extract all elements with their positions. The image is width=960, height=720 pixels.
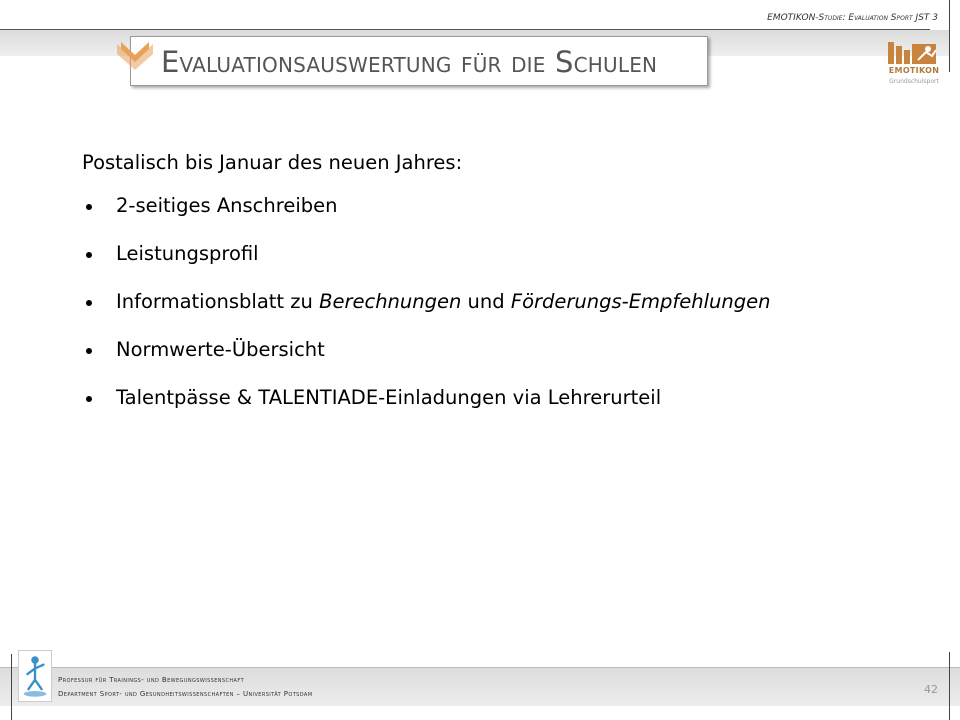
title-box [130, 36, 708, 86]
footer-divider [949, 652, 950, 720]
list-item-text: Leistungsprofil [116, 242, 259, 265]
logo-subtitle: Grundschulsport [889, 78, 939, 85]
bullet-icon [86, 300, 92, 306]
list-item [82, 194, 882, 242]
intro-text: Postalisch bis Januar des neuen Jahres: [82, 151, 463, 174]
bullet-list [82, 194, 882, 434]
bullet-icon [86, 348, 92, 354]
footer-band [0, 668, 960, 706]
page-title: Evaluationsauswertung für die Schulen [161, 45, 658, 79]
header-caption: EMOTIKON-Studie: Evaluation Sport JST 3 [767, 13, 938, 23]
list-item [82, 290, 882, 338]
university-logo-icon [18, 650, 52, 702]
header-divider [949, 0, 950, 72]
footer-professorship: Professur für Trainings- und Bewegungswissenschaft [58, 676, 245, 684]
list-item [82, 242, 882, 290]
list-item [82, 338, 882, 386]
list-item-text-part: Informationsblatt zu [116, 290, 320, 313]
list-item-text: Talentpässe & TALENTIADE-Einladungen via Lehrerurteil [116, 386, 662, 409]
chevron-down-icon [115, 40, 155, 74]
list-item-text-part: und [461, 290, 511, 313]
bullet-icon [86, 252, 92, 258]
logo-wordmark: EMOTIKON [888, 66, 940, 75]
list-item [82, 386, 882, 434]
slide-content [82, 151, 882, 434]
footer-department: Department Sport- und Gesundheitswissenschaften – Universität Potsdam [58, 690, 313, 698]
list-item-text: 2-seitiges Anschreiben [116, 194, 338, 217]
list-item-emphasis: Förderungs-Empfehlungen [510, 290, 771, 313]
list-item-emphasis: Berechnungen [319, 290, 462, 313]
bullet-icon [86, 204, 92, 210]
bullet-icon [86, 396, 92, 402]
page-number: 42 [924, 683, 938, 696]
list-item-text: Normwerte-Übersicht [116, 338, 325, 361]
footer-divider [11, 654, 12, 720]
